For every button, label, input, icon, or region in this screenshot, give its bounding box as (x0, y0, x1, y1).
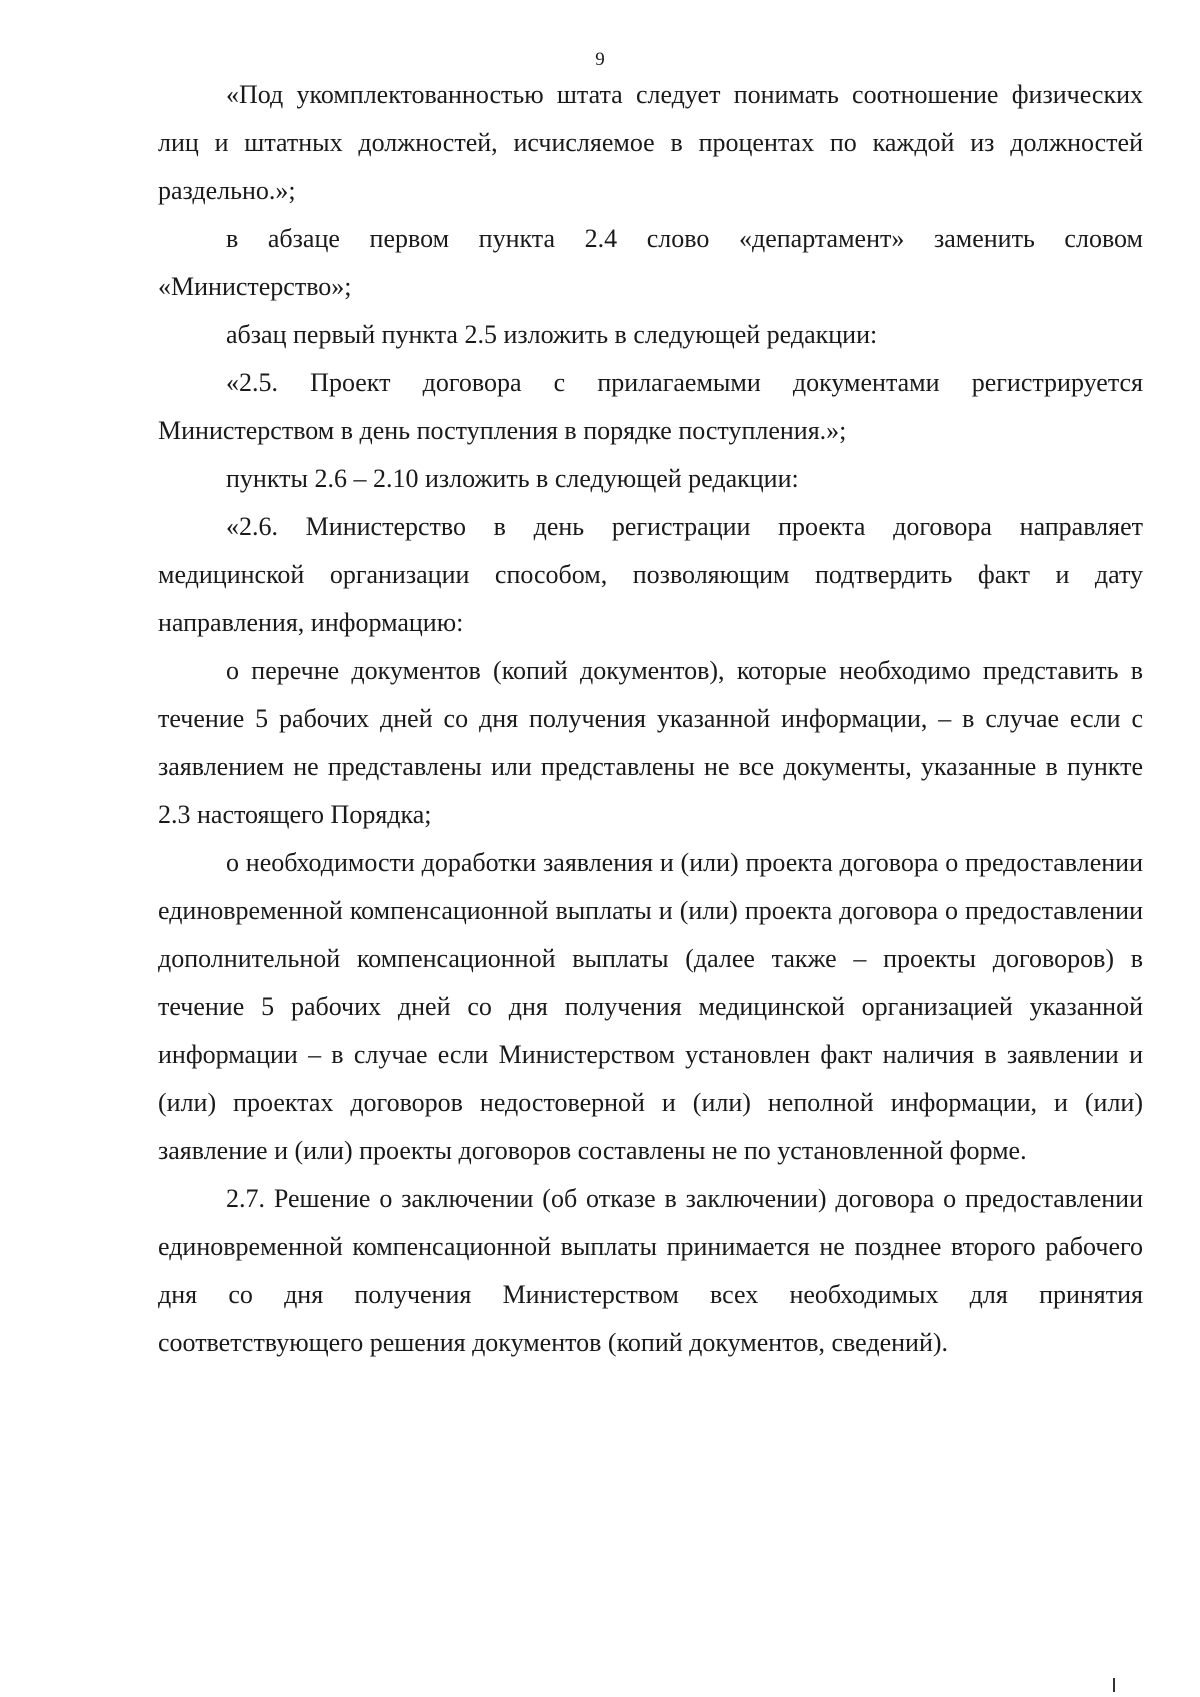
page-number: 9 (595, 49, 605, 70)
paragraph: в абзаце первом пункта 2.4 слово «департамент» заменить словом «Министерство»; (158, 224, 1143, 301)
document-body (158, 71, 1143, 1367)
paragraph: «2.5. Проект договора с прилагаемыми документами регистрируется Министерством в день поступления в порядке поступления.»; (158, 368, 1143, 445)
scan-edge-mark (1113, 1678, 1115, 1692)
paragraph: пункты 2.6 – 2.10 изложить в следующей редакции: (226, 464, 799, 493)
paragraph: о перечне документов (копий документов), которые необходимо представить в течение 5 рабочих дней со дня получения указанной информации, – в случае если с заявлением не представлены или представлены не все документы, указанные в пункте 2.3 настоящего Порядка; (158, 656, 1143, 829)
paragraph: 2.7. Решение о заключении (об отказе в заключении) договора о предоставлении единовременной компенсационной выплаты принимается не позднее второго рабочего дня со дня получения Министерством всех необходимых для принятия соответствующего решения документов (копий документов, сведений). (158, 1184, 1143, 1357)
paragraph: «Под укомплектованностью штата следует понимать соотношение физических лиц и штатных должностей, исчисляемое в процентах по каждой из должностей раздельно.»; (158, 80, 1143, 205)
paragraph: «2.6. Министерство в день регистрации проекта договора направляет медицинской организации способом, позволяющим подтвердить факт и дату направления, информацию: (158, 512, 1143, 637)
paragraph: о необходимости доработки заявления и (или) проекта договора о предоставлении единовременной компенсационной выплаты и (или) проекта договора о предоставлении дополнительной компенсационной выплаты (далее также – проекты договоров) в течение 5 рабочих дней со дня получения медицинской организацией указанной информации – в случае если Министерством установлен факт наличия в заявлении и (или) проектах договоров недостоверной и (или) неполной информации, и (или) заявление и (или) проекты договоров составлены не по установленной форме. (158, 848, 1143, 1165)
paragraph: абзац первый пункта 2.5 изложить в следующей редакции: (226, 320, 878, 349)
